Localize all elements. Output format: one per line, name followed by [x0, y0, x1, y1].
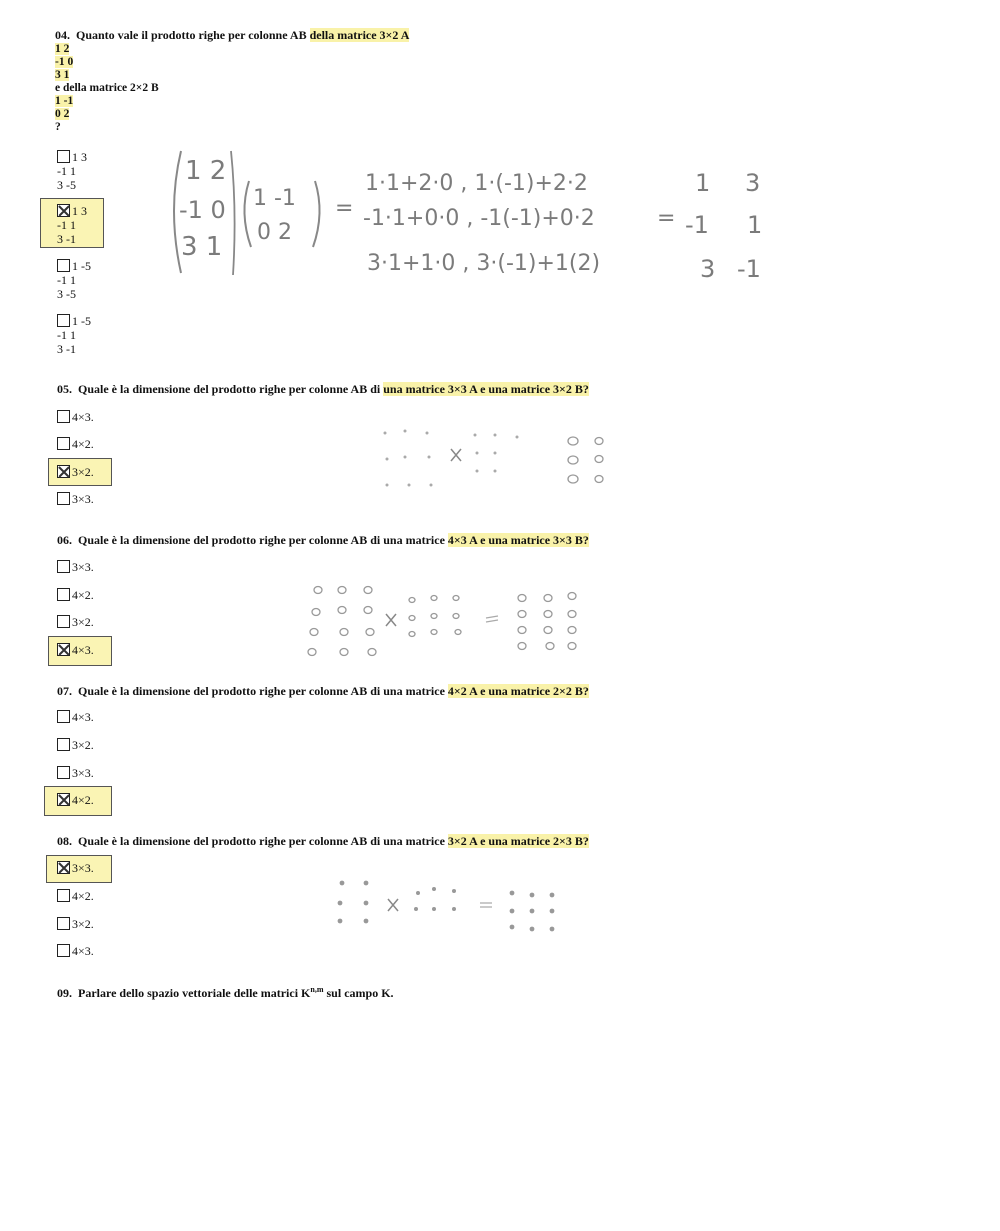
option-line: 3 -1	[57, 342, 76, 356]
q04-title-part-a: Quanto vale il prodotto righe per colonne AB	[76, 28, 310, 42]
q04-title	[55, 28, 409, 43]
q04-matrix-b-caption: e della matrice 2×2 B	[55, 82, 159, 94]
checkbox-checked[interactable]	[57, 861, 70, 874]
checkbox[interactable]	[57, 560, 70, 573]
q08-title-part-a: Quale è la dimensione del prodotto righe per colonne AB di una matrice	[78, 834, 448, 848]
q04-option-2[interactable]	[57, 204, 87, 246]
work-result: -1	[685, 211, 709, 239]
work-matA-row: 3 1	[181, 232, 223, 262]
q04-matrix-a-row: 3 1	[55, 69, 70, 81]
checkbox-checked[interactable]	[57, 793, 70, 806]
q08-option-1[interactable]	[57, 861, 94, 876]
option-label: 3×2.	[72, 738, 94, 752]
q06-option-4[interactable]	[57, 643, 94, 658]
q08-option-4[interactable]	[57, 944, 94, 959]
work-matA-row: 1 2	[185, 156, 227, 186]
q08-option-2[interactable]	[57, 889, 94, 904]
option-label: 3×2.	[72, 465, 94, 479]
q09-number: 09.	[57, 986, 72, 1000]
q04-matrix-b-row: 0 2	[55, 108, 70, 120]
work-matB-row: 0 2	[257, 220, 292, 245]
option-line: 1 -5	[72, 314, 91, 328]
option-line: 3 -5	[57, 287, 76, 301]
q07-option-3[interactable]	[57, 766, 94, 781]
q04-option-4[interactable]	[57, 314, 91, 356]
option-label: 3×2.	[72, 917, 94, 931]
q05-option-3[interactable]	[57, 465, 94, 480]
checkbox[interactable]	[57, 710, 70, 723]
option-line: -1 1	[57, 328, 76, 342]
option-label: 3×3.	[72, 492, 94, 506]
work-equals: =	[657, 206, 676, 231]
q06-option-1[interactable]	[57, 560, 94, 575]
q04-option-3[interactable]	[57, 259, 91, 301]
checkbox[interactable]	[57, 738, 70, 751]
option-line: 1 3	[72, 150, 87, 164]
q04-handwritten-work	[165, 145, 785, 285]
q09-superscript: n,m	[310, 985, 324, 994]
q07-option-2[interactable]	[57, 738, 94, 753]
q04-title-part-b: della matrice 3×2 A	[309, 28, 410, 42]
checkbox[interactable]	[57, 615, 70, 628]
option-line: 3 -5	[57, 178, 76, 192]
checkbox[interactable]	[57, 437, 70, 450]
q07-title-part-b: 4×2 A e una matrice 2×2 B?	[447, 684, 589, 698]
work-matA-row: -1 0	[179, 196, 226, 224]
option-label: 4×2.	[72, 889, 94, 903]
q07-title-part-a: Quale è la dimensione del prodotto righe per colonne AB di una matrice	[78, 684, 448, 698]
option-label: 3×3.	[72, 560, 94, 574]
q07-option-1[interactable]	[57, 710, 94, 725]
q09-title	[57, 985, 394, 1001]
q09-title-part-b: sul campo K.	[323, 986, 394, 1000]
checkbox[interactable]	[57, 410, 70, 423]
q04-option-1[interactable]	[57, 150, 87, 192]
q05-number: 05.	[57, 382, 72, 396]
q08-title-part-b: 3×2 A e una matrice 2×3 B?	[447, 834, 589, 848]
option-line: -1 1	[57, 164, 76, 178]
option-label: 4×2.	[72, 793, 94, 807]
checkbox[interactable]	[57, 150, 70, 163]
option-label: 3×3.	[72, 766, 94, 780]
option-line: 1 -5	[72, 259, 91, 273]
option-label: 4×2.	[72, 437, 94, 451]
option-label: 4×3.	[72, 410, 94, 424]
option-line: 1 3	[72, 204, 87, 218]
option-label: 4×3.	[72, 944, 94, 958]
q06-title-part-a: Quale è la dimensione del prodotto righe per colonne AB di una matrice	[78, 533, 448, 547]
q06-dot-sketch	[300, 580, 590, 662]
work-result: 1	[747, 211, 763, 239]
q07-title	[57, 684, 589, 699]
q08-dot-sketch	[330, 875, 570, 937]
q05-option-1[interactable]	[57, 410, 94, 425]
checkbox[interactable]	[57, 314, 70, 327]
q07-number: 07.	[57, 684, 72, 698]
work-result: -1	[737, 255, 761, 283]
q06-option-3[interactable]	[57, 615, 94, 630]
checkbox[interactable]	[57, 889, 70, 902]
work-row: -1·1+0·0 , -1(-1)+0·2	[363, 206, 595, 231]
q04-question-mark: ?	[55, 121, 61, 133]
q08-option-3[interactable]	[57, 917, 94, 932]
option-line: -1 1	[57, 273, 76, 287]
q05-title	[57, 382, 589, 397]
option-label: 4×3.	[72, 643, 94, 657]
q06-option-2[interactable]	[57, 588, 94, 603]
q04-number: 04.	[55, 28, 70, 42]
option-line: 3 -1	[57, 232, 76, 246]
work-equals: =	[335, 196, 354, 221]
q05-option-2[interactable]	[57, 437, 94, 452]
q04-matrix-a-row: -1 0	[55, 56, 74, 68]
option-line: -1 1	[57, 218, 76, 232]
checkbox[interactable]	[57, 492, 70, 505]
work-result: 3	[700, 255, 716, 283]
q06-title-part-b: 4×3 A e una matrice 3×3 B?	[447, 533, 589, 547]
checkbox-checked[interactable]	[57, 465, 70, 478]
q04-matrix-b-row: 1 -1	[55, 95, 74, 107]
q05-option-4[interactable]	[57, 492, 94, 507]
option-label: 3×2.	[72, 615, 94, 629]
work-matB-row: 1 -1	[253, 186, 296, 211]
checkbox[interactable]	[57, 917, 70, 930]
q05-title-part-b: una matrice 3×3 A e una matrice 3×2 B?	[383, 382, 589, 396]
q08-title	[57, 834, 589, 849]
checkbox[interactable]	[57, 588, 70, 601]
q05-title-part-a: Quale è la dimensione del prodotto righe per colonne AB di	[78, 382, 384, 396]
q05-dot-sketch	[375, 425, 615, 495]
work-result: 3	[745, 169, 761, 197]
q06-number: 06.	[57, 533, 72, 547]
q09-title-part-a: Parlare dello spazio vettoriale delle matrici K	[78, 986, 311, 1000]
option-label: 3×3.	[72, 861, 94, 875]
checkbox-checked[interactable]	[57, 204, 70, 217]
checkbox-checked[interactable]	[57, 643, 70, 656]
checkbox[interactable]	[57, 259, 70, 272]
q08-number: 08.	[57, 834, 72, 848]
q04-matrix-a-row: 1 2	[55, 43, 70, 55]
q04-matrix-a	[55, 43, 159, 134]
checkbox[interactable]	[57, 944, 70, 957]
checkbox[interactable]	[57, 766, 70, 779]
option-label: 4×2.	[72, 588, 94, 602]
work-row: 1·1+2·0 , 1·(-1)+2·2	[365, 171, 588, 196]
q07-option-4[interactable]	[57, 793, 94, 808]
work-row: 3·1+1·0 , 3·(-1)+1(2)	[367, 251, 601, 276]
work-result: 1	[695, 169, 711, 197]
q06-title	[57, 533, 589, 548]
option-label: 4×3.	[72, 710, 94, 724]
